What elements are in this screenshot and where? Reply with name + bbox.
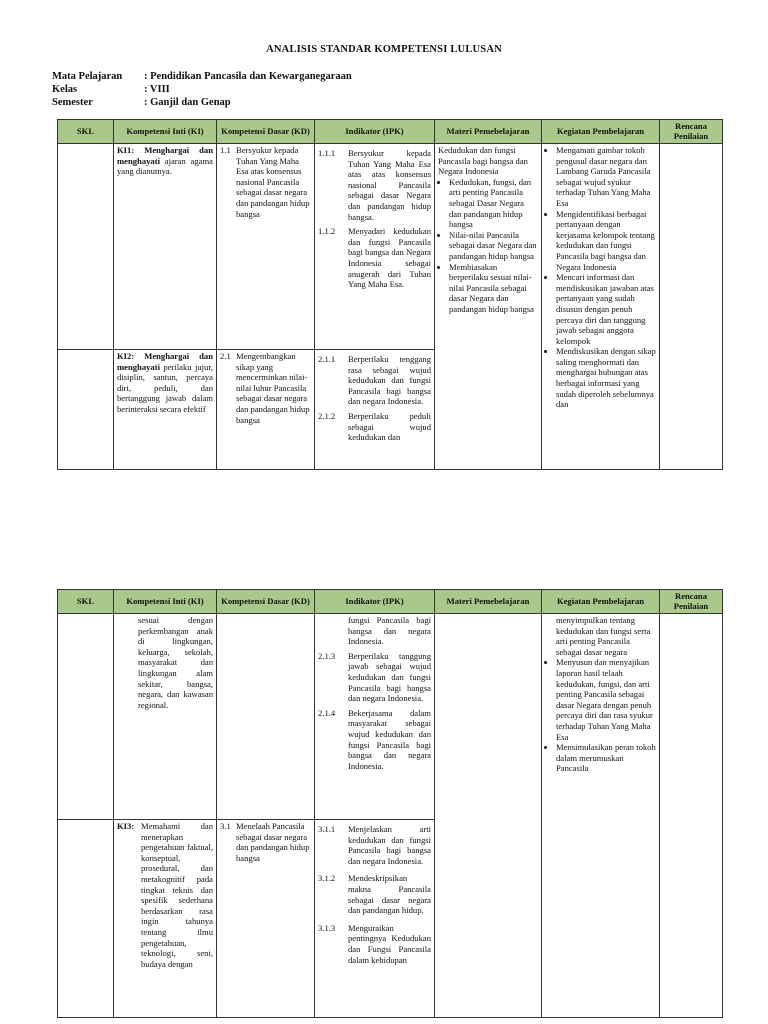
header-indikator: Indikator (IPK) [315, 120, 435, 144]
skl-cell [58, 350, 114, 470]
indicator-text: Mendeskripsikan makna Pancasila sebagai dasar negara dan pandangan hidup. [348, 873, 431, 916]
meta-key: Mata Pelajaran [52, 71, 123, 82]
materi-list [438, 177, 538, 315]
ki1-label: KI1: [117, 145, 135, 155]
indicator-text: Bekerjasama dalam masyarakat sebagai wujud kedudukan dan fungsi Pancasila bagi bangsa dan negara Indonesia. [348, 707, 431, 771]
indicator-text: Berperilaku tanggung jawab sebagai wujud kedudukan dan fungsi Pancasila bagi bangsa dan negara Indonesia. [348, 650, 431, 704]
materi-cell [435, 144, 542, 470]
kd3-cell [217, 820, 315, 1018]
header-kd: Kompetensi Dasar (KD) [217, 120, 315, 144]
header-penilaian: Rencana Penilaian [660, 120, 723, 144]
indicator-number: 2.1.3 [318, 650, 336, 661]
kegiatan-item: • Mengidentifikasi berbagai pertanyaan dengan kerjasama kelompok tentang kedudukan dan fungsi Pancasila bagi bangsa dan Negara Indonesia [556, 209, 656, 273]
header-indikator: Indikator (IPK) [315, 590, 435, 614]
materi-item: • Nilai-nilai Pancasila sebagai dasar Negara dan pandangan hidup bangsa [449, 230, 538, 262]
table-row-ki2-cont [58, 614, 723, 820]
kegiatan-cont-cell [542, 614, 660, 1018]
skl-table-page1 [57, 119, 723, 470]
indicator-number: 3.1.2 [318, 873, 336, 884]
header-ki: Kompetensi Inti (KI) [114, 590, 217, 614]
meta-key: Kelas [52, 84, 78, 95]
indikator1-cell [315, 144, 435, 350]
header-kd: Kompetensi Dasar (KD) [217, 590, 315, 614]
meta-value: : VIII [144, 84, 170, 95]
ki2-text: perilaku jujur, disiplin, santun, percaya diri, peduli, dan bertanggung jawab dalam berinteraksi secara efektif [117, 361, 213, 414]
ki2-cont-cell [114, 614, 217, 820]
kegiatan-item: • Mencari informasi dan mendiskusikan jawaban atas pertanyaan yang sudah disusun dengan penuh percaya diri dan tanggung jawab sebagai anggota kelompok [556, 272, 656, 346]
ki1-text: ajaran agama yang dianutnya. [117, 155, 213, 177]
penilaian-cell [660, 614, 723, 1018]
kd3-text: Menelaah Pancasila sebagai dasar negara dan pandangan hidup bangsa [236, 821, 310, 863]
indicator-text: Menguraikan pentingnya Kedudukan dan Fungsi Pancasila dalam kehidupan [348, 922, 431, 965]
kegiatan-cont-text: menyimpulkan tentang kedudukan dan fungsi serta arti penting Pancasila sebagai dasar negara [556, 615, 651, 657]
header-materi: Materi Pemebelajaran [435, 590, 542, 614]
ki1-cell [114, 144, 217, 350]
ki3-text: Memahami dan menerapkan pengetahuan faktual, konseptual, prosedural, dan metakognitif pada tingkat teknis dan spesifik sederhana berdasarkan rasa ingin tahunya tentang ilmu pengetahuan, teknologi, seni, budaya dengan [141, 821, 213, 969]
ki3-label: KI3: [117, 821, 135, 831]
meta-value: : Ganjil dan Genap [144, 97, 231, 108]
indicator-number: 2.1.1 [318, 354, 336, 364]
kegiatan-item: • Menyusun dan menyajikan laporan hasil telaah kedudukan, fungsi, dan arti penting Pancasila sebagai dasar Negara dengan penuh percaya diri dan rasa syukur terhadap Tuhan Yang Maha Esa [556, 657, 656, 742]
skl-cell [58, 614, 114, 820]
kegiatan-cell [542, 144, 660, 470]
kd2-text: Mengembangkan sikap yang mencerminkan nilai-nilai luhur Pancasila sebagai dasar negara dan pandangan hidup bangsa [236, 351, 310, 425]
meta-key: Semester [52, 97, 93, 108]
materi-item: • Membiasakan berperilaku sesuai nilai-nilai Pancasila sebagai dasar Negara dan pandangan hidup bangsa [449, 262, 538, 315]
ki2-cell [114, 350, 217, 470]
table-row-ki1 [58, 144, 723, 350]
ki2-cont-text: sesuai dengan perkembangan anak di lingkungan, keluarga, sekolah, masyarakat dan lingkungan alam sekitar, bangsa, negara, dan kawasan regional. [138, 615, 213, 710]
indicator-number: 3.1.1 [318, 824, 336, 834]
skl-cell [58, 820, 114, 1018]
table-header-row [58, 120, 723, 144]
materi-intro: Kedudukan dan fungsi Pancasila bagi bangsa dan Negara Indonesia [438, 145, 528, 177]
indicator-number: 2.1.2 [318, 410, 336, 421]
indicator-number: 1.1.1 [318, 148, 336, 158]
indicator-number: 3.1.3 [318, 922, 336, 933]
kd2-number: 2.1 [220, 351, 231, 361]
header-kegiatan: Kegiatan Pembelajaran [542, 590, 660, 614]
ki2-label: KI2: [117, 351, 135, 361]
header-skl: SKL [58, 590, 114, 614]
indikator2-cell [315, 350, 435, 470]
indicator-text: Bersyukur kepada Tuhan Yang Maha Esa atas atas konsensus nasional Pancasila sebagai dasar Negara dan pandangan hidup bangsa. [348, 148, 431, 222]
materi-cell [435, 614, 542, 1018]
indicator-text: Berperilaku peduli sebagai wujud kedudukan dan [348, 410, 431, 443]
ki1-title: Menghargai dan menghayati [117, 145, 213, 166]
indicator-number: 2.1.4 [318, 707, 336, 718]
meta-row-class [52, 83, 352, 96]
kd2-cell [217, 350, 315, 470]
indicator-text: Menjelaskan arti kedudukan dan fungsi Pancasila bagi bangsa dan negara Indonesia. [348, 824, 431, 866]
kegiatan-item: • Mensimulasikan peran tokoh dalam merumuskan Pancasila [556, 742, 656, 774]
header-ki: Kompetensi Inti (KI) [114, 120, 217, 144]
ki2-title: Menghargai dan menghayati [117, 351, 213, 372]
kd1-number: 1.1 [220, 145, 231, 155]
kd-empty-cell [217, 614, 315, 820]
skl-table-page2 [57, 589, 723, 1018]
ki3-cell [114, 820, 217, 1018]
kd1-cell [217, 144, 315, 350]
document-title: ANALISIS STANDAR KOMPETENSI LULUSAN [266, 44, 502, 55]
kegiatan-list [545, 145, 656, 410]
materi-item: • Kedudukan, fungsi, dan arti penting Pancasila sebagai Dasar Negara dan pandangan hidup bangsa [449, 177, 538, 230]
kd1-text: Bersyukur kepada Tuhan Yang Maha Esa atas konsensus nasional Pancasila sebagai dasar negara dan pandangan hidup bangsa [236, 145, 310, 219]
header-kegiatan: Kegiatan Pembelajaran [542, 120, 660, 144]
penilaian-cell [660, 144, 723, 470]
kegiatan-item: • Mendiskusikan dengan sikap saling menghormati dan menghargai hubungan atas berbagai informasi yang sudah diperoleh sebelumnya dan [556, 346, 656, 410]
indikator3-cell [315, 820, 435, 1018]
indicator-text: fungsi Pancasila bagi bangsa dan negara Indonesia. [348, 615, 431, 647]
kegiatan-item: • Mengamati gambar tokoh pengusul dasar negara dan Lambang Garuda Pancasila sebagai wujud syukur terhadap Tuhan Yang Maha Esa [556, 145, 656, 209]
meta-row-semester [52, 96, 352, 109]
header-penilaian: Rencana Penilaian [660, 590, 723, 614]
indicator-text: Menyadari kedudukan dan fungsi Pancasila bagi bangsa dan Negara Indonesia sebagai anugerah dari Tuhan Yang Maha Esa. [348, 226, 431, 290]
indicator-number: 1.1.2 [318, 226, 336, 237]
meta-value: : Pendidikan Pancasila dan Kewarganegaraan [144, 71, 352, 82]
skl-cell [58, 144, 114, 350]
table-header-row [58, 590, 723, 614]
header-materi: Materi Pemebelajaran [435, 120, 542, 144]
meta-row-subject [52, 70, 352, 83]
kegiatan-list [545, 657, 656, 774]
document-meta [52, 70, 352, 109]
header-skl: SKL [58, 120, 114, 144]
indicator-text: Berperilaku tenggang rasa sebagai wujud kedudukan dan fungsi Pancasila bagi bangsa dan negara Indonesia. [348, 354, 431, 407]
indikator2-cont-cell [315, 614, 435, 820]
kd3-number: 3.1 [220, 821, 231, 831]
